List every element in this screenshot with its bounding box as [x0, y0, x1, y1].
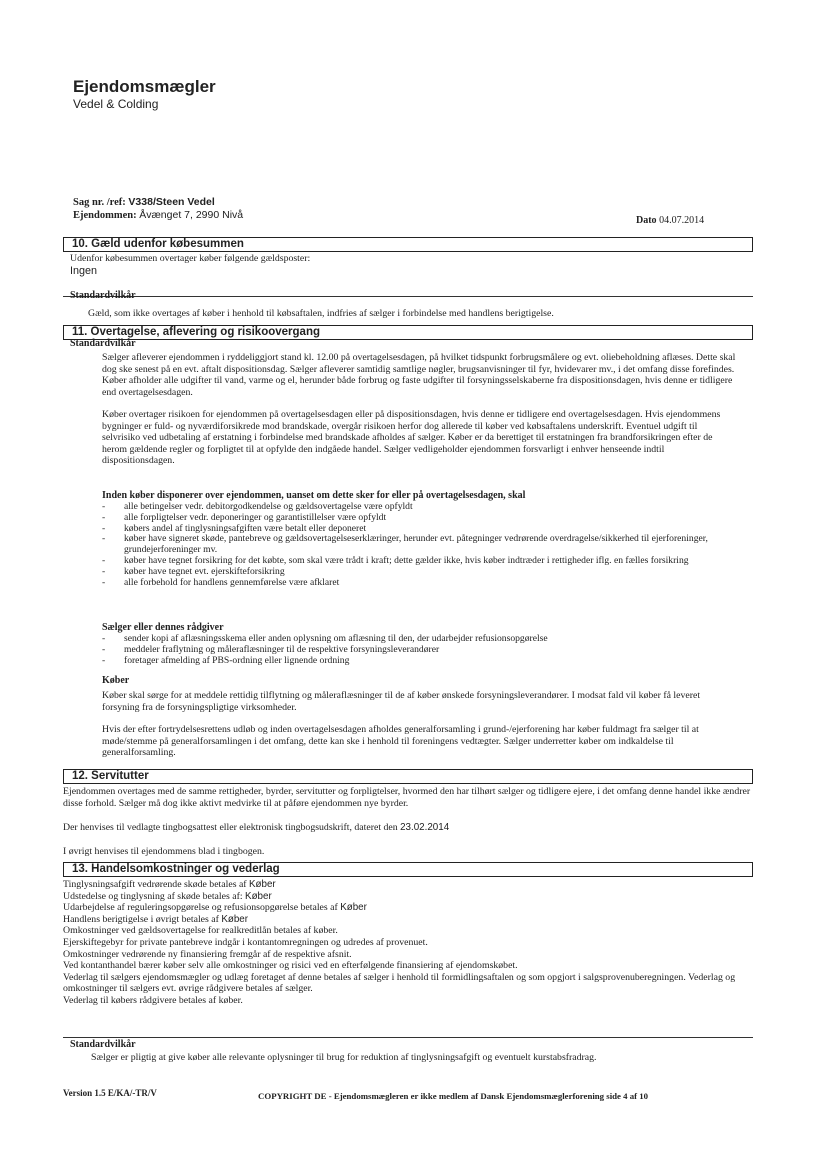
- footer-version: Version 1.5 E/KA/-TR/V: [63, 1088, 157, 1098]
- party: Køber: [249, 879, 276, 890]
- section-11-p1: Sælger afleverer ejendommen i ryddeliggjort stand kl. 12.00 på overtagelsesdagen, på hvilket tidspunkt forbrugsmålere og evt. oliebeholdning aflæses. Dette skal dog ske senest på en evt. aftalt dispositionsdag. Sælger afleverer samtidig samtlige nøgler, brugsanvisninger til fyr, hvidevarer mv., i det omfang disse forefindes. Køber afholder alle udgifter til vand, varme og el, herunder både forbrug og faste udgifter til forsyningsselskaberne fra dispositionsdagen, hvis denne er tidligere end overtagelsesdagen.: [102, 352, 736, 398]
- section-11-list1: [102, 502, 736, 588]
- list-item: - køber have signeret skøde, pantebreve og gældsovertagelseserklæringer, herunder evt. påtegninger vedrørende overdragelse/sikkerhed til ejerforeninger, grundejerforeninger mv.: [102, 534, 736, 556]
- section-11-std-label: Standardvilkår: [70, 338, 136, 349]
- list-item: - alle betingelser vedr. debitorgodkendelse og gældsovertagelse være opfyldt: [102, 502, 736, 513]
- section-11-sub1: Inden køber disponerer over ejendommen, uanset om dette sker for eller på overtagelsesdagen, skal: [102, 490, 526, 501]
- list-item: Ejerskiftegebyr for private pantebreve indgår i kontantomregningen og udredes af provenuet.: [63, 936, 428, 948]
- case-ref-line: [73, 196, 215, 208]
- section-11-p4: Hvis der efter fortrydelsesrettens udløb og inden overtagelsesdagen afholdes generalforsamling i grund-/ejerforening har køber fuldmagt fra sælger til at møde/stemme på generalforsamlingen i det omfang, dette kan ske i henhold til foreningens vedtægter. Sælger underretter køber om indkaldelse til generalforsamling.: [102, 724, 699, 759]
- section-10-std-text: Gæld, som ikke overtages af køber i henhold til købsaftalen, indfries af sælger i forbindelse med handlens berigtigelse.: [88, 308, 554, 319]
- list-item: - sender kopi af aflæsningsskema eller anden oplysning om aflæsning til den, der udarbejder refusionsopgørelse: [102, 634, 736, 645]
- section-11-title: 11. Overtagelse, aflevering og risikoovergang: [72, 326, 320, 338]
- list-item: [63, 902, 753, 914]
- list-item: [63, 879, 753, 891]
- case-ref-value: V338/Steen Vedel: [128, 196, 215, 208]
- list-item: - foretager afmelding af PBS-ordning eller lignende ordning: [102, 656, 736, 667]
- section-10-title: 10. Gæld udenfor købesummen: [72, 238, 244, 250]
- section-12-p1: Ejendommen overtages med de samme rettigheder, byrder, servitutter og forpligtelser, hvormed den har tilhørt sælger og tidligere ejere, i det omfang denne handel ikke ændrer disse forhold. Sælger må dog ikke aktivt medvirke til at påføre ejendommen nye byrder.: [63, 786, 751, 809]
- section-11-header: [63, 325, 753, 340]
- tingbog-date: 23.02.2014: [400, 822, 450, 833]
- date-value: 04.07.2014: [659, 215, 705, 226]
- section-12-header: [63, 769, 753, 784]
- section-10-value: Ingen: [70, 265, 98, 277]
- section-11-sub2: Sælger eller dennes rådgiver: [102, 622, 224, 633]
- date-line: [636, 215, 704, 226]
- divider: [63, 296, 753, 297]
- list-item: Vederlag til sælgers ejendomsmægler og udlæg foretaget af denne betales af sælger i henhold til formidlingsaftalen og som opgjort i salgsprovenuberegningen. Vederlag og omkostninger til sælgers evt. øvrige rådgivere betales af sælger.: [63, 971, 736, 995]
- section-10-intro: Udenfor købesummen overtager køber følgende gældsposter:: [70, 253, 311, 264]
- list-item: - alle forbehold for handlens gennemførelse være afklaret: [102, 578, 736, 589]
- section-11-p2: Køber overtager risikoen for ejendommen på overtagelsesdagen eller på dispositionsdagen, hvis denne er tidligere end overtagelsesdagen. Hvis ejendommens bygninger er fuld- og nyværdiforsikrede mod brandskade, overgår risikoen herfor dog allerede til køber ved købsaftalens underskrift. Eventuel udgift til selvrisiko ved udbetaling af erstatning i forbindelse med brandskade afholdes af sælger. Køber er da berettiget til erstatningen fra brandforsikringen efter de herom gældende regler og forpligtet til at opfylde den indgåede handel. Sælger vedligeholder ejendommen forsvarligt i enhver henseende indtil dispositionsdagen.: [102, 409, 721, 467]
- party: Køber: [340, 902, 367, 914]
- section-13-parties: [63, 879, 753, 1007]
- list-item: Omkostninger vedrørende ny finansiering fremgår af de respektive afsnit.: [63, 948, 352, 960]
- footer-copyright: COPYRIGHT DE - Ejendomsmægleren er ikke medlem af Dansk Ejendomsmæglerforening side 4 af 10: [258, 1091, 649, 1101]
- section-13-std-label: Standardvilkår: [70, 1039, 136, 1050]
- section-12-p2: [63, 822, 753, 834]
- line-text: Udarbejdelse af reguleringsopgørelse og refusionsopgørelse betales af: [63, 902, 338, 914]
- property-value: Åvænget 7, 2990 Nivå: [139, 209, 244, 221]
- section-12-title: 12. Servitutter: [72, 770, 149, 782]
- property-line: [73, 209, 243, 221]
- divider: [63, 1037, 753, 1038]
- list-item: Ved kontanthandel bærer køber selv alle omkostninger og risici ved en efterfølgende finansiering af ejendomskøbet.: [63, 960, 518, 972]
- date-label: Dato: [636, 215, 657, 226]
- party: Køber: [221, 913, 249, 925]
- line-text: Tinglysningsafgift vedrørende skøde betales af: [63, 879, 247, 890]
- section-11-sub3: Køber: [102, 675, 130, 686]
- list-item: [63, 914, 753, 926]
- section-13-header: [63, 862, 753, 877]
- list-item: - alle forpligtelser vedr. deponeringer og garantistillelser være opfyldt: [102, 513, 736, 524]
- section-13-title: 13. Handelsomkostninger og vederlag: [72, 863, 280, 875]
- company-name: Ejendomsmægler: [73, 77, 216, 96]
- company-location: Vedel & Colding: [73, 97, 159, 111]
- section-10-std-label: Standardvilkår: [70, 290, 136, 301]
- line-text: Handlens berigtigelse i øvrigt betales af: [63, 913, 219, 925]
- section-11-p3: Køber skal sørge for at meddele rettidig tilflytning og måleraflæsninger til de af køber ønskede forsyningsleverandører. I modsat fald vil køber få leveret forsyning fra de forsyningspligtige virksomheder.: [102, 690, 701, 713]
- list-item: Omkostninger ved gældsovertagelse for realkreditlån betales af køber.: [63, 925, 338, 937]
- list-item: - køber have tegnet forsikring for det købte, som skal være trådt i kraft; dette gælder ikke, hvis køber indtræder i rettigheder iflg. en fælles forsikring: [102, 556, 736, 567]
- list-item: - meddeler fraflytning og måleraflæsninger til de respektive forsyningsleverandører: [102, 645, 736, 656]
- party: Køber: [245, 890, 272, 902]
- list-item: - købers andel af tinglysningsafgiften være betalt eller deponeret: [102, 524, 736, 535]
- case-ref-label: Sag nr. /ref:: [73, 197, 126, 208]
- list-item: [63, 891, 753, 903]
- section-13-std-text: Sælger er pligtig at give køber alle relevante oplysninger til brug for reduktion af tinglysningsafgift og eventuelt kurstabsfradrag.: [91, 1052, 597, 1063]
- section-11-list2: [102, 634, 736, 666]
- section-12-p2-text: Der henvises til vedlagte tingbogsattest eller elektronisk tingbogsudskrift, dateret den: [63, 822, 398, 833]
- list-item: Vederlag til købers rådgivere betales af køber.: [63, 994, 243, 1006]
- list-item: - køber have tegnet evt. ejerskifteforsikring: [102, 567, 736, 578]
- section-12-p3: I øvrigt henvises til ejendommens blad i tingbogen.: [63, 846, 265, 857]
- line-text: Udstedelse og tinglysning af skøde betales af:: [63, 890, 243, 902]
- section-10-header: [63, 237, 753, 252]
- property-label: Ejendommen:: [73, 210, 137, 221]
